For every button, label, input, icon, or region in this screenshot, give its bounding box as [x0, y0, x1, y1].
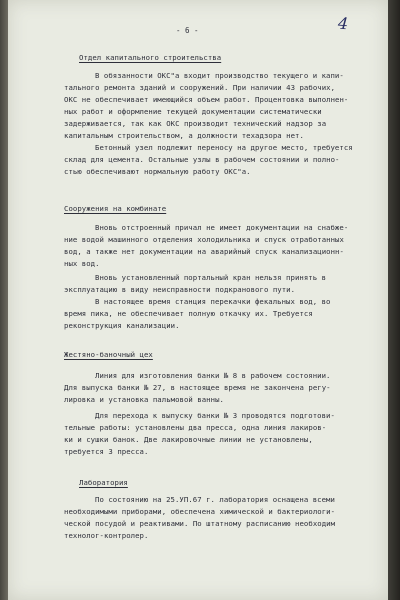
paragraph-line: стью обеспечивают нормальную работу ОКС"а.: [64, 167, 251, 176]
paragraph-line: Вновь отстроенный причал не имеет документации на снабже-: [95, 223, 349, 232]
paragraph-line: требуется 3 пресса.: [64, 447, 149, 456]
paragraph-line: необходимыми приборами, обеспечена химической и бактериологи-: [64, 507, 336, 516]
paragraph-line: Для перехода к выпуску банки № 3 проводятся подготови-: [95, 411, 335, 420]
scan-right-edge: [388, 0, 400, 600]
paragraph-line: ческой посудой и реактивами. По штатному расписанию необходим: [64, 519, 336, 528]
paragraph-line: тального ремонта зданий и сооружений. При наличии 43 рабочих,: [64, 83, 336, 92]
paragraph-line: В обязанности ОКС"а входит производство текущего и капи-: [95, 71, 344, 80]
paragraph-line: ных вод.: [64, 259, 100, 268]
paragraph-line: Линия для изготовления банки № 8 в рабочем состоянии.: [95, 371, 331, 380]
paragraph-line: В настоящее время станция перекачки фекальных вод, во: [95, 297, 331, 306]
paragraph-line: Для выпуска банки № 27, в настоящее время не закончена регу-: [64, 383, 331, 392]
paragraph-line: реконструкция канализации.: [64, 321, 180, 330]
paragraph-line: задерживается, так как ОКС производит технический надзор за: [64, 119, 327, 128]
section-heading-capital-construction: Отдел капитального строительства: [79, 53, 222, 62]
paragraph-line: ОКС не обеспечивает имеющийся объем работ. Процентовка выполнен-: [64, 95, 349, 104]
paragraph-line: тельные работы: установлены два пресса, одна линия лакиров-: [64, 423, 327, 432]
handwritten-folio-number: 4: [337, 13, 349, 34]
paragraph-line: капитальным строительством, а должности техадзора нет.: [64, 131, 304, 140]
page-number: - 6 -: [176, 26, 199, 35]
paragraph-line: Вновь установленный портальный кран нельзя принять в: [95, 273, 327, 282]
paragraph-line: Бетонный узел подлежит переносу на другое место, требуется: [95, 143, 353, 152]
paragraph-line: лировка и установка пальмовой ванны.: [64, 395, 224, 404]
paragraph-line: технолог-контролер.: [64, 531, 149, 540]
scan-left-edge: [0, 0, 8, 600]
paragraph-line: По состоянию на 25.УП.67 г. лаборатория оснащена всеми: [95, 495, 335, 504]
paragraph-line: эксплуатацию в виду неисправности подкранового пути.: [64, 285, 296, 294]
section-heading-tin-can-workshop: Жестяно-баночный цех: [64, 350, 153, 359]
paragraph-line: время пика, не обеспечивает полную откачку их. Требуется: [64, 309, 313, 318]
paragraph-line: ние водой машинного отделения холодильника и спуск отработанных: [64, 235, 344, 244]
paragraph-line: ки и сушки банок. Две лакировочные линии не установлены,: [64, 435, 313, 444]
paragraph-line: ных работ и оформление текущей документации систематически: [64, 107, 322, 116]
paragraph-line: вод, а также нет документации на аварийный спуск канализационн-: [64, 247, 344, 256]
paragraph-line: склад для цемента. Остальные узлы в рабочем состоянии и полно-: [64, 155, 340, 164]
section-heading-laboratory: Лаборатория: [79, 478, 128, 487]
section-heading-plant-facilities: Сооружения на комбинате: [64, 204, 167, 213]
